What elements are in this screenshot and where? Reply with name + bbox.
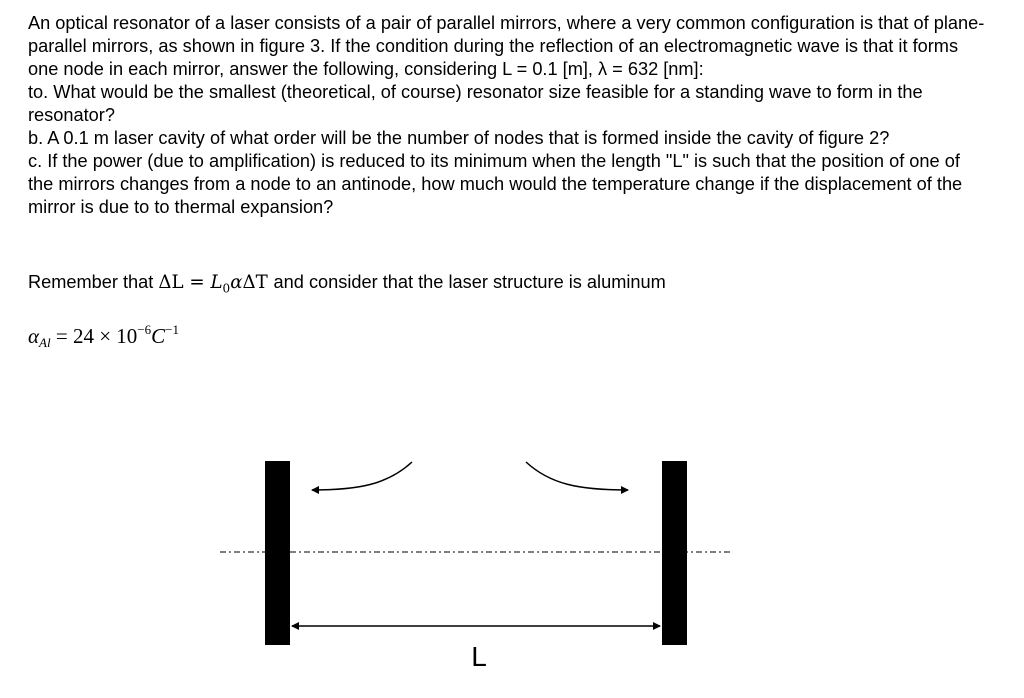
coefficient-equals: =	[55, 324, 68, 348]
coefficient-subscript: Al	[39, 335, 51, 350]
resonator-figure	[200, 440, 760, 680]
formula-equals: =	[189, 272, 205, 293]
length-label: L	[471, 641, 487, 672]
formula-delta-l: ΔL	[158, 272, 184, 293]
problem-text	[28, 12, 988, 219]
coefficient-mantissa: 24 × 10	[72, 324, 138, 348]
coefficient-unit-exponent: −1	[165, 322, 179, 337]
remember-prefix: Remember that	[28, 272, 154, 292]
question-c: c. If the power (due to amplification) is reduced to its minimum when the length "L" is such that the position of one of the mirrors changes from a node to an antinode, how much would the temperature change if the displacement of the mirror is due to to thermal expansion?	[28, 151, 963, 217]
question-a: to. What would be the smallest (theoretical, of course) resonator size feasible for a standing wave to form in the resonator?	[28, 82, 923, 125]
left-mirror	[265, 461, 290, 645]
resonator-diagram	[200, 440, 760, 680]
thermal-expansion-line	[28, 270, 666, 301]
coefficient-exponent: −6	[137, 322, 152, 337]
coefficient-alpha: α	[28, 324, 40, 348]
left-reflection-arrow	[312, 462, 412, 490]
formula-l: L	[210, 272, 223, 293]
question-b: b. A 0.1 m laser cavity of what order will be the number of nodes that is formed inside the cavity of figure 2?	[28, 128, 890, 148]
formula-delta-t: ΔT	[242, 272, 268, 293]
coefficient-unit: C	[151, 324, 166, 348]
right-mirror	[662, 461, 687, 645]
remember-suffix: and consider that the laser structure is aluminum	[273, 272, 666, 292]
aluminum-expansion-coefficient	[28, 322, 179, 351]
thermal-expansion-formula	[158, 272, 273, 296]
problem-intro: An optical resonator of a laser consists of a pair of parallel mirrors, where a very common configuration is that of plane-parallel mirrors, as shown in figure 3. If the condition during the reflection of an electromagnetic wave is that it forms one node in each mirror, answer the following, considering L = 0.1 [m], λ = 632 [nm]:	[28, 13, 985, 79]
right-reflection-arrow	[526, 462, 628, 490]
formula-alpha: α	[230, 272, 243, 293]
formula-subscript-zero: 0	[222, 281, 231, 296]
